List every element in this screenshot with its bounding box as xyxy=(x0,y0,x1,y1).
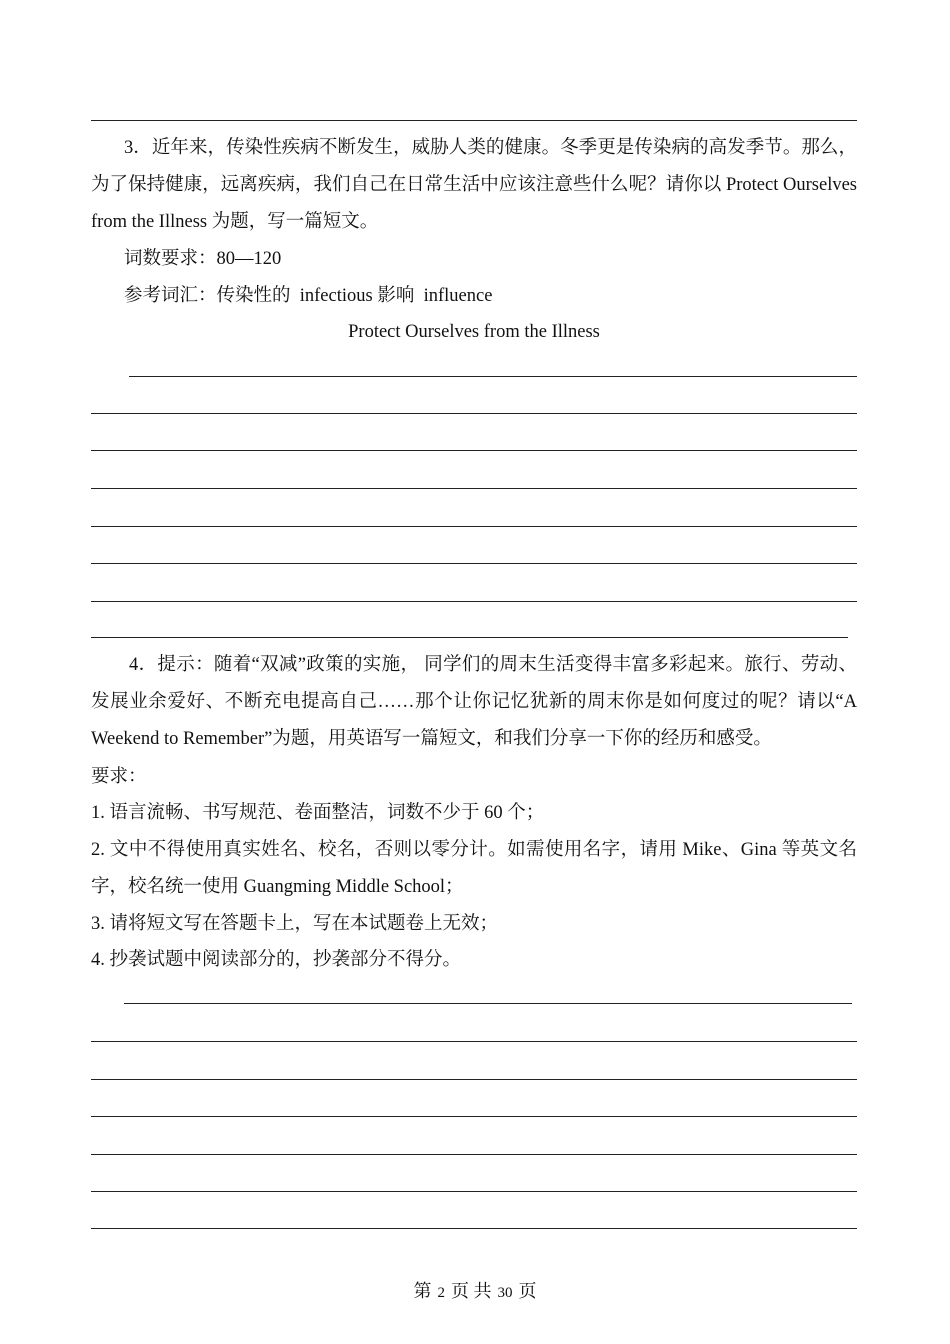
top-divider xyxy=(91,120,857,121)
answer-line xyxy=(91,1228,857,1229)
answer-line xyxy=(91,563,857,564)
page-footer xyxy=(0,1276,950,1308)
answer-line xyxy=(91,1154,857,1155)
q3-essay-title: Protect Ourselves from the Illness xyxy=(348,322,600,342)
answer-line xyxy=(91,450,857,451)
answer-line xyxy=(91,1116,857,1117)
q4-requirement: 2. 文中不得使用真实姓名、校名，否则以零分计。如需使用名字，请用 Mike、Gina 等英文名字，校名统一使用 Guangming Middle School； xyxy=(91,840,857,897)
answer-line xyxy=(91,1079,857,1080)
q4-requirements-label: 要求： xyxy=(91,767,147,787)
answer-line xyxy=(91,601,857,602)
footer-page-number: 2 xyxy=(437,1285,445,1301)
footer-prefix: 第 xyxy=(413,1281,432,1301)
answer-line xyxy=(91,1041,857,1042)
answer-line xyxy=(124,1003,852,1004)
footer-middle: 页 共 xyxy=(451,1281,492,1301)
q3-vocab: 参考词汇：传染性的 infectious 影响 influence xyxy=(124,286,493,306)
answer-line xyxy=(91,1191,857,1192)
q4-prompt: 4．提示：随着“双减”政策的实施， 同学们的周末生活变得丰富多彩起来。旅行、劳动、发展业余爱好、不断充电提高自己……那个让你记忆犹新的周末你是如何度过的呢？请以“A Weekend to Remember”为题，用英语写一篇短文，和我们分享一下你的经历和感受。 xyxy=(91,655,857,749)
answer-line xyxy=(91,637,848,638)
q4-requirement: 1. 语言流畅、书写规范、卷面整洁，词数不少于 60 个； xyxy=(91,803,545,823)
q4-requirement: 4. 抄袭试题中阅读部分的，抄袭部分不得分。 xyxy=(91,950,462,970)
answer-line xyxy=(91,526,857,527)
q4-requirement: 3. 请将短文写在答题卡上，写在本试题卷上无效； xyxy=(91,914,499,934)
answer-line xyxy=(91,413,857,414)
q3-prompt: 3．近年来，传染性疾病不断发生，威胁人类的健康。冬季更是传染病的高发季节。那么，为了保持健康，远离疾病，我们自己在日常生活中应该注意些什么呢？请你以 Protect Ourselves from the Illness 为题，写一篇短文。 xyxy=(91,138,857,232)
footer-total-pages: 30 xyxy=(497,1285,513,1301)
answer-line xyxy=(91,488,857,489)
q3-word-count: 词数要求：80—120 xyxy=(124,249,282,269)
footer-suffix: 页 xyxy=(518,1281,537,1301)
answer-line xyxy=(129,376,857,377)
